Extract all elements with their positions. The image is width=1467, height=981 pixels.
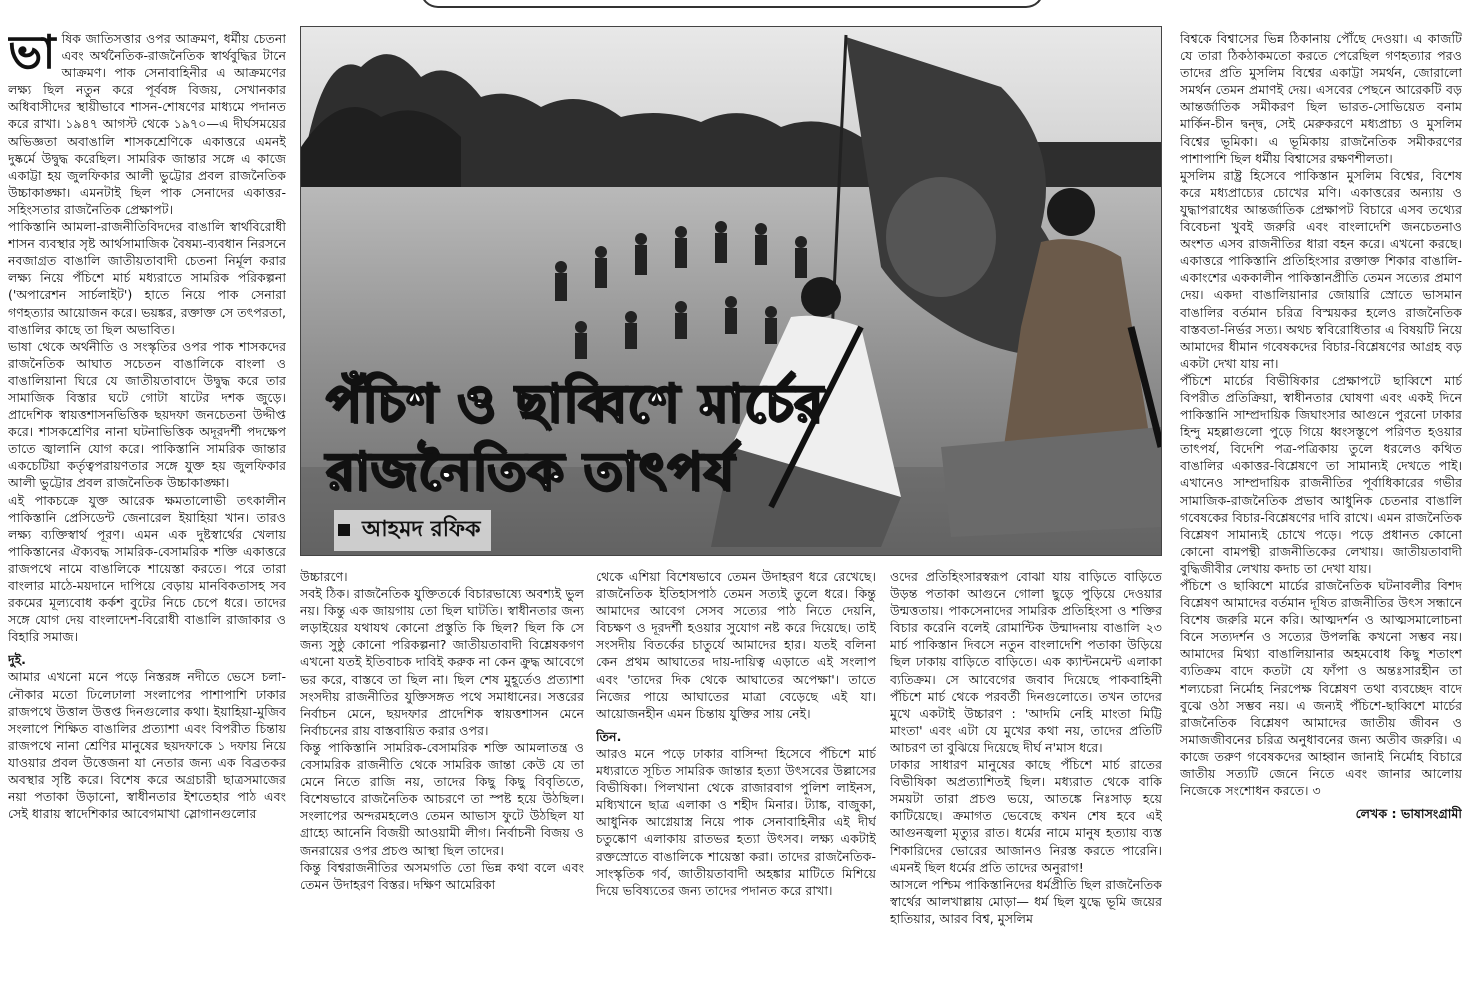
paragraph: থেকে এশিয়া বিশেষভাবে তেমন উদাহরণ ধরে রেখেছে। রাজনৈতিক ইতিহাসপাঠ তেমন সত্যই তুলে ধরে। কিন্তু আমাদের আবেগ সেসব সত্যের পাঠ নিতে দেয়নি, বিচক্ষণ ও দূরদর্শী হওয়ার সুযোগ নষ্ট করে দিয়েছে। তাই সংসদীয় বিতর্কের চাতুর্যে আমাদের হার। যতই বলিনা কেন প্রথম আঘাতের দায়-দায়িত্ব এড়াতে এই সংলাপ এবং 'তাদের দিক থেকে আঘাতের অপেক্ষা'। তাতে নিজের পায়ে আঘাতের মাত্রা বেড়েছে এই যা। আয়োজনহীন এমন চিন্তায় যুক্তির সায় নেই। — [596, 569, 876, 721]
paragraph: উচ্চারণে। — [300, 569, 348, 584]
headline-line-1: পঁচিশ ও ছাব্বিশে মার্চের — [326, 374, 824, 434]
paragraph: এই পাকচক্রে যুক্ত আরেক ক্ষমতালোভী তৎকালীন পাকিস্তানি প্রেসিডেন্ট জেনারেল ইয়াহিয়া খান। তারও লক্ষ্য ব্যক্তিস্বার্থ পূরণ। এমন এক দুষ্টস্বার্থের খেলায় পাকিস্তানের ঐক্যবদ্ধ সামরিক-বেসামরিক শক্তি একাত্তরে রাজপথে নামে বাঙালিকে শায়েস্তা করতে। পরে তারা বাংলার মাঠে-ময়দানে দাপিয়ে বেড়ায় মানবিকতাসহ সব রকমের মূল্যবোধ কর্কশ বুটের নিচে চেপে ধরে। তাদের সঙ্গে যোগ দেয় বাংলাদেশ-বিরোধী বাঙালি রাজাকার ও বিহারি সমাজ। — [8, 492, 286, 645]
drop-cap: ভা — [8, 30, 56, 79]
column-5 — [1180, 30, 1462, 980]
paragraph: কিন্তু বিশ্বরাজনীতির অসমগতি তো ভিন্ন কথা বলে এবং তেমন উদাহরণ বিস্তর। দক্ষিণ আমেরিকা — [300, 859, 584, 892]
paragraph: মুসলিম রাষ্ট্র হিসেবে পাকিস্তান মুসলিম বিশ্বের, বিশেষ করে মধ্যপ্রাচ্যের চোখের মণি। একাত্তরের অন্যায় ও যুদ্ধাপরাধের আন্তর্জাতিক প্রেক্ষাপট বিচারে এসব তথ্যের বিবেচনা খুবই জরুরি এবং বাংলাদেশি জনচেতনাও অংশত এসব রাজনীতির ধারা বহন করে। এখনো করছে। একাত্তরে পাকিস্তানি প্রতিহিংসার রক্তাক্ত শিকার বাঙালি-একাংশের এককালীন পাকিস্তানপ্রীতি তেমন সত্যের প্রমাণ দেয়। একদা বাঙালিয়ানার জোয়ারি স্রোতে ভাসমান বাঙালির বর্তমান চরিত্র বিস্ময়কর হলেও রাজনৈতিক বাস্তবতা-নির্ভর সত্য। অথচ স্ববিরোধিতার এ বিষয়টি নিয়ে আমাদের ধীমান গবেষকদের বিচার-বিশ্লেষণের আগ্রহ বড় একটা দেখা যায় না। — [1180, 167, 1462, 371]
section-heading-two: দুই. — [8, 652, 26, 668]
paragraph: ওদের প্রতিহিংসারস্বরূপ বোঝা যায় বাড়িতে বাড়িতে উড়ন্ত পতাকা আগুনে গোলা ছুড়ে পুড়িয়ে দেওয়ার উন্মত্ততায়। পাকসেনাদের সামরিক প্রতিহিংসা ও শক্তির বিচার করেনি বলেই রোমান্টিক উন্মাদনায় বাঙালি ২৩ মার্চ পাকিস্তান দিবসে নতুন বাংলাদেশি পতাকা উড়িয়ে ছিল ঢাকায় বাড়িতে বাড়িতে। এক ক্যান্টনমেন্ট এলাকা ব্যতিক্রম। সে আবেগের জবাব দিয়েছে পাকবাহিনী পঁচিশে মার্চ থেকে পরবর্তী দিনগুলোতে। তখন তাদের মুখে একটাই উচ্চারণ : 'আদমি নেহি মাংতা মিট্টি মাংতা' এবং এটা যে মুখের কথা নয়, তাদের প্রতিটি আচরণ তা বুঝিয়ে দিয়েছে দীর্ঘ ন'মাস ধরে। — [890, 569, 1162, 755]
paragraph: আসলে পশ্চিম পাকিস্তানিদের ধর্মপ্রীতি ছিল রাজনৈতিক স্বার্থের আলখাল্লায় মোড়া— ধর্ম ছিল যুদ্ধে ভূমি জয়ের হাতিয়ার, আরব বিশ্ব, মুসলিম — [890, 876, 1162, 926]
paragraph: আমার এখনো মনে পড়ে নিস্তরঙ্গ নদীতে ভেসে চলা-নৌকার মতো ঢিলেঢালা সংলাপের পাশাপাশি ঢাকার রাজপথে উত্তাল উত্তপ্ত দিনগুলোর কথা। ইয়াহিয়া-মুজিব সংলাপে শিক্ষিত বাঙালির প্রত্যাশা এবং বিপরীত চিন্তায় রাজপথে নানা শ্রেণির মানুষের ছয়দফাকে ১ দফায় নিয়ে যাওয়ার প্রবল উত্তেজনা যা নেতার জন্য এক বিব্রতকর অবস্থার সৃষ্টি করে। বিশেষ করে অগ্রচারী ছাত্রসমাজের নয়া পতাকা উড়ানো, স্বাধীনতার ইশতেহার পাঠ এবং সেই ধারায় স্বাদেশিকার আবেগমাখা স্লোগানগুলোর — [8, 669, 286, 822]
paragraph: ষিক জাতিসত্তার ওপর আক্রমণ, ধর্মীয় চেতনা এবং অর্থনৈতিক-রাজনৈতিক স্বার্থবুদ্ধির টানে আক্রমণ। পাক সেনাবাহিনীর এ আক্রমণের লক্ষ্য ছিল নতুন করে পূর্ববঙ্গ বিজয়, সেখানকার অধিবাসীদের স্থায়ীভাবে শাসন-শোষণের মাধ্যমে পদানত করে রাখা। ১৯৪৭ আগস্ট থেকে ১৯৭০—এ দীর্ঘসময়ের অভিজ্ঞতা অবাঙালি শাসকশ্রেণিকে একাত্তরে এমনই দুষ্কর্মে উদ্বুদ্ধ করেছিল। সামরিক জান্তার সঙ্গে এ কাজে একাট্টা হয় জুলফিকার আলী ভুট্টোর প্রবল রাজনৈতিক উচ্চাকাঙ্ক্ষা। এমনটাই ছিল পাক সেনাদের একাত্তর-সহিংসতার রাজনৈতিক প্রেক্ষাপট। — [8, 31, 286, 217]
paragraph: ভাষা থেকে অর্থনীতি ও সংস্কৃতির ওপর পাক শাসকদের রাজনৈতিক আঘাত সচেতন বাঙালিকে বাংলা ও বাঙালিয়ানা ঘিরে যে জাতীয়তাবাদে উদ্বুদ্ধ করে তার সামাজিক বিস্তার ঘটে গোটা ষাটের দশক জুড়ে। প্রাদেশিক স্বায়ত্তশাসনভিত্তিক ছয়দফা জনচেতনা উদ্দীপ্ত করে। শাসকশ্রেণির নানা ঘটনাভিত্তিক অদূরদর্শী পদক্ষেপ তাতে জ্বালানি যোগ করে। পাকিস্তানি সামরিক জান্তার একচেটিয়া কর্তৃত্বপরায়ণতার সঙ্গে যুক্ত হয় জুলফিকার আলী ভুট্টোর প্রবল রাজনৈতিক উচ্চাকাঙ্ক্ষা। — [8, 338, 286, 491]
paragraph: পঁচিশে মার্চের বিভীষিকার প্রেক্ষাপটে ছাব্বিশে মার্চ বিপরীত প্রতিক্রিয়া, স্বাধীনতার ঘোষণা এবং একই দিনে পাকিস্তানি সাম্প্রদায়িক জিঘাংসার আগুনে পুরনো ঢাকার হিন্দু মহল্লাগুলো পুড়ে গিয়ে ধ্বংসস্তূপে পরিণত হওয়ার তাৎপর্য, বিদেশি পত্র-পত্রিকায় তুলে ধরলেও কথিত বাঙালির একাত্তর-বিশ্লেষণে তা সামান্যই দেখতে পাই। এখানেও সাম্প্রদায়িক রাজনীতির পূর্বাধিকারের গভীর সামাজিক-রাজনৈতিক প্রভাব আধুনিক চেতনার বাঙালি গবেষকের বিচার-বিশ্লেষণের দাবি রাখে। এমন রাজনৈতিক বিশ্লেষণ সামান্যই চোখে পড়ে। পড়ে প্রধানত কোনো কোনো বামপন্থী রাজনীতিকের লেখায়। জাতীয়তাবাদী বুদ্ধিজীবীর লেখায় কদাচ তা দেখা যায়। — [1180, 372, 1462, 576]
column-3 — [596, 568, 876, 980]
paragraph: আরও মনে পড়ে ঢাকার বাসিন্দা হিসেবে পঁচিশে মার্চ মধ্যরাতে সূচিত সামরিক জান্তার হত্যা উৎসবের উল্লাসের বিভীষিকা। পিলখানা থেকে রাজারবাগ পুলিশ লাইনস, মধ্যিখানে ছাত্র এলাকা ও শহীদ মিনার। ট্যাঙ্ক, বাজুকা, আধুনিক আগ্নেয়াস্ত্র নিয়ে পাক সেনাবাহিনীর এই দীর্ঘ চতুষ্কোণ এলাকায় রাতভর হত্যা উৎসব। লক্ষ্য একটাই রক্তস্রোতে বাঙালিকে শায়েস্তা করা। তাদের রাজনৈতিক-সাংস্কৃতিক গর্ব, জাতীয়তাবাদী অহঙ্কার মাটিতে মিশিয়ে দিয়ে ভবিষ্যতের জন্য তাদের পদানত করে রাখা। — [596, 745, 876, 898]
paragraph: সবই ঠিক। রাজনৈতিক যুক্তিতর্কে বিচারভাষ্যে অবশ্যই ভুল নয়। কিন্তু এক জায়গায় তো ছিল ঘাটতি। স্বাধীনতার জন্য লড়াইয়ের যথাযথ কোনো প্রস্তুতি কি ছিল? ছিল কি সে জন্য সুষ্ঠু কোনো পরিকল্পনা? জাতীয়তাবাদী বিশ্লেষকগণ এখনো যতই ইতিবাচক দাবিই করুক না কেন ক্রুদ্ধ আবেগে ভর করে, বাস্তবে তা ছিল না। ছিল শেষ মুহূর্তেও প্রত্যাশা সংসদীয় রাজনীতির যুক্তিসঙ্গত পথে সমাধানের। সত্তরের নির্বাচন মেনে, ছয়দফার প্রাদেশিক স্বায়ত্তশাসন মেনে নির্বাচনের রায় বাস্তবায়িত করার ওপর। — [300, 586, 584, 738]
paragraph: বিশ্বকে বিশ্বাসের ভিন্ন ঠিকানায় পৌঁছে দেওয়া। এ কাজটি যে তারা ঠিকঠাকমতো করতে পেরেছিল গণহত্যার পরও তাদের প্রতি মুসলিম বিশ্বের একাট্টা সমর্থন, জোরালো সমর্থন তেমন প্রমাণই দেয়। এসবের পেছনে আরেকটি বড় আন্তর্জাতিক সমীকরণ ছিল ভারত-সোভিয়েত বনাম মার্কিন-চীন দ্বন্দ্ব, সেই মেরুকরণে মধ্যপ্রাচ্য ও মুসলিম বিশ্বের ভূমিকা। এ ভূমিকায় রাজনৈতিক সমীকরণের পাশাপাশি ছিল ধর্মীয় বিশ্বাসের রক্ষণশীলতা। — [1180, 31, 1462, 166]
paragraph: পাকিস্তানি আমলা-রাজনীতিবিদদের বাঙালি স্বার্থবিরোধী শাসন ব্যবস্থার সৃষ্ট আর্থসামাজিক বৈষম্য-ব্যবধান নিরসনে নবজাগ্রত বাঙালি জাতীয়তাবাদী চেতনা নির্মূল করার লক্ষ্য নিয়ে পঁচিশে মার্চ মধ্যরাতে সামরিক পরিকল্পনা ('অপারেশন সার্চলাইট') হাতে নিয়ে পাক সেনারা গণহত্যার আয়োজন করে। ভয়ঙ্কর, রক্তাক্ত সে তৎপরতা, বাঙালির কাছে তা ছিল অভাবিত। — [8, 219, 286, 337]
paragraph: ঢাকার সাধারণ মানুষের কাছে পঁচিশে মার্চ রাতের বিভীষিকা অপ্রত্যাশিতই ছিল। মধ্যরাত থেকে বাকি সময়টা তারা প্রচণ্ড ভয়ে, আতঙ্কে নিঃসাড় হয়ে কাটিয়েছে। ক্রমাগত ভেবেছে কখন শেষ হবে এই আগুনজ্বলা মৃত্যুর রাত। ধর্মের নামে মানুষ হত্যায় ব্যস্ত শিকারিদের ভোরের আজানও নিরস্ত করতে পারেনি। এমনই ছিল ধর্মের প্রতি তাদের অনুরাগ! — [890, 757, 1162, 875]
section-heading-three: তিন. — [596, 728, 622, 744]
column-4 — [890, 568, 1162, 980]
masthead-ornament — [300, 0, 1170, 8]
author-byline — [334, 510, 491, 551]
column-2 — [300, 568, 584, 980]
author-credit: লেখক : ভাষাসংগ্রামী — [1355, 806, 1462, 822]
article-headline — [326, 370, 824, 506]
headline-line-2: রাজনৈতিক তাৎপর্য — [326, 442, 735, 502]
author-name: আহমদ রফিক — [362, 517, 481, 542]
square-bullet-icon — [338, 524, 350, 536]
column-1 — [8, 30, 286, 980]
paragraph: পঁচিশে ও ছাব্বিশে মার্চের রাজনৈতিক ঘটনাবলীর বিশদ বিশ্লেষণ আমাদের বর্তমান দূষিত রাজনীতির উৎস সন্ধানে বিশেষ জরুরি মনে করি। আত্মদর্শন ও আত্মসমালোচনা বিনে সত্যদর্শন ও সত্যের উপলব্ধি কখনো সম্ভব নয়। আমাদের মিথ্যা বাঙালিয়ানার অহমবোধ কিছু শতাংশ ব্যতিক্রম বাদে কতটা যে ফাঁপা ও অন্তঃসারহীন তা শল্যচেরা নির্মোহ নিরপেক্ষ বিশ্লেষণ তথা ব্যবচ্ছেদ বাদে বুঝে ওঠা সম্ভব নয়। এ জন্যই পঁচিশে-ছাব্বিশে মার্চের রাজনৈতিক বিশ্লেষণ আমাদের জাতীয় জীবন ও সমাজজীবনের চরিত্র অনুধাবনের জন্য অতীব জরুরি। এ কাজে তরুণ গবেষকদের আহ্বান জানাই নির্মোহ বিচারে জাতীয় সত্যটি জেনে নিতে এবং জানার আলোয় নিজেকে সংশোধন করতে। ৩ — [1180, 578, 1462, 799]
paragraph: কিন্তু পাকিস্তানি সামরিক-বেসামরিক শক্তি আমলাতন্ত্র ও বেসামরিক রাজনীতি থেকে সামরিক জান্তা কেউ যে তা মেনে নিতে রাজি নয়, তাদের কিছু কিছু বিবৃতিতে, বিশেষভাবে রাজনৈতিক আচরণে তা স্পষ্ট হয়ে উঠছিল। সংলাপের অন্দরমহলেও তেমন আভাস ফুটে উঠছিল যা গ্রাহ্যে আনেনি বিজয়ী আওয়ামী লীগ। নির্বাচনী বিজয় ও জনরায়ের ওপর প্রচণ্ড আস্থা ছিল তাদের। — [300, 739, 584, 858]
